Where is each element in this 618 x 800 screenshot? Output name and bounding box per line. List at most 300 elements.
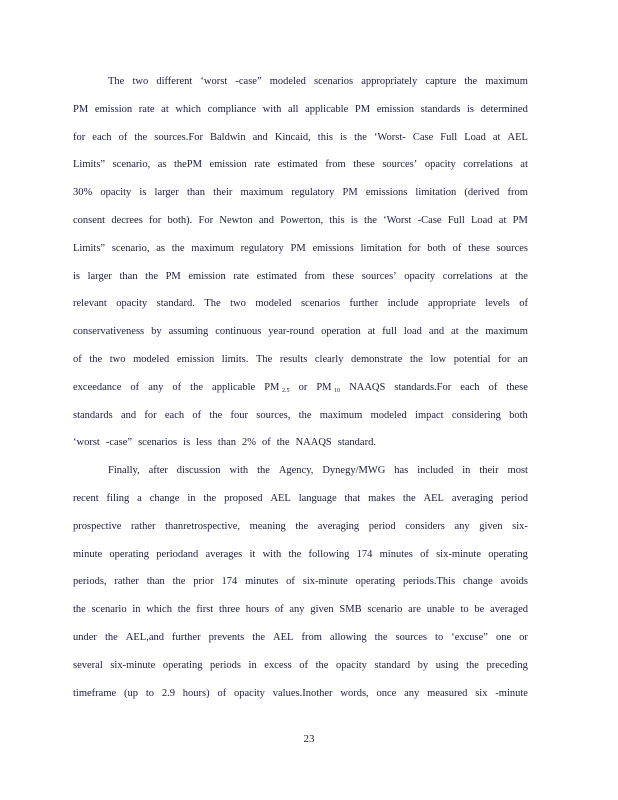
word: their xyxy=(213,187,233,199)
word: the xyxy=(288,548,302,560)
word: once xyxy=(376,687,397,699)
word: given xyxy=(310,604,334,616)
word: maximum xyxy=(485,326,528,338)
word: averaging xyxy=(451,492,494,504)
word: NAAQS xyxy=(349,381,386,393)
word: than xyxy=(119,270,138,282)
word: are xyxy=(408,604,421,616)
word: operating xyxy=(488,548,528,560)
word: AEL xyxy=(270,492,291,504)
word: Finally, xyxy=(108,465,140,477)
word: periods.This xyxy=(402,576,456,588)
word: the xyxy=(177,604,191,616)
word: any xyxy=(148,381,164,393)
word: change xyxy=(149,492,180,504)
word: For xyxy=(198,214,214,226)
word: The xyxy=(108,76,125,87)
word: and xyxy=(120,409,137,421)
word: maximum xyxy=(319,409,363,421)
word: of xyxy=(420,548,429,560)
word: or xyxy=(519,631,528,643)
word: larger xyxy=(87,270,112,282)
word: averages xyxy=(205,548,243,560)
text-line xyxy=(73,96,528,124)
word: after xyxy=(148,465,168,477)
word: compliance xyxy=(207,103,257,115)
word: ‘worst xyxy=(73,437,100,449)
word: PM $_{10}$ xyxy=(316,381,341,394)
word: the xyxy=(364,214,377,226)
word: different xyxy=(156,76,193,87)
text-line xyxy=(73,68,528,96)
word: maximum xyxy=(191,242,234,254)
word: maximum xyxy=(240,187,284,199)
word: rate xyxy=(138,103,155,115)
word: rate xyxy=(254,159,271,171)
text-line xyxy=(73,485,528,513)
word: opacity xyxy=(234,687,265,699)
word: estimated xyxy=(277,159,318,171)
word: relevant xyxy=(73,298,107,310)
word: minutes xyxy=(379,548,413,560)
word: the xyxy=(298,409,312,421)
word: this xyxy=(329,214,345,226)
word: one xyxy=(495,631,512,643)
word: the xyxy=(134,131,148,143)
word: these xyxy=(506,381,528,393)
word: The xyxy=(255,353,273,365)
word: the xyxy=(89,353,103,365)
word: all xyxy=(287,103,299,115)
word: allowing xyxy=(329,631,367,643)
word: emissions xyxy=(312,242,354,254)
word: as xyxy=(156,242,165,254)
word: 174 xyxy=(356,548,373,560)
word: of xyxy=(192,409,202,421)
word: sources’ xyxy=(361,270,397,282)
text-line xyxy=(73,151,528,179)
word: which xyxy=(175,103,202,115)
word: operating xyxy=(109,548,150,560)
word: of xyxy=(217,687,227,699)
word: and xyxy=(258,214,275,226)
text-line xyxy=(73,290,528,318)
word: standard. xyxy=(156,298,195,310)
word: the xyxy=(409,353,423,365)
word: from xyxy=(304,270,325,282)
word: correlations xyxy=(442,270,493,282)
word: applicable xyxy=(305,103,349,115)
word: operation xyxy=(321,326,361,338)
word: continuous xyxy=(215,326,262,338)
word: values.Inother xyxy=(272,687,333,699)
word: both xyxy=(509,409,528,421)
word: conservativeness xyxy=(73,326,145,338)
word: to xyxy=(435,631,444,643)
word: PM xyxy=(290,242,306,254)
word: include xyxy=(387,298,419,310)
word: sources, xyxy=(256,409,291,421)
word: scenario xyxy=(91,604,127,616)
word: AEL xyxy=(423,492,444,504)
word: Load xyxy=(470,214,493,226)
word: words, xyxy=(340,687,369,699)
word: regulatory xyxy=(291,187,335,199)
word: averaging xyxy=(317,520,360,532)
word: prior xyxy=(193,576,214,588)
word: Load xyxy=(464,131,486,143)
word: the xyxy=(295,520,309,532)
word: period xyxy=(501,492,528,504)
word: 174 xyxy=(221,576,238,588)
word: to xyxy=(460,604,469,616)
word: correlations xyxy=(463,159,513,171)
text-line xyxy=(73,235,528,263)
word: 2.9 xyxy=(161,687,175,699)
word: as xyxy=(157,159,167,171)
word: unable xyxy=(426,604,455,616)
word: opacity xyxy=(116,298,148,310)
word: periods, xyxy=(73,576,107,588)
word: PM xyxy=(512,214,528,226)
text-line xyxy=(73,624,528,652)
word: The xyxy=(204,298,221,310)
word: two xyxy=(132,76,149,87)
word: the xyxy=(171,242,185,254)
word: six-minute xyxy=(436,548,481,560)
word: first xyxy=(196,604,214,616)
word: six xyxy=(475,687,488,699)
word: is xyxy=(350,214,358,226)
word: levels xyxy=(485,298,510,310)
word: the xyxy=(276,437,290,449)
word: these xyxy=(468,242,490,254)
word: low xyxy=(430,353,447,365)
word: 2% xyxy=(242,437,256,449)
word: emission xyxy=(176,353,215,365)
word: minutes xyxy=(245,576,279,588)
word: Kincaid, xyxy=(274,131,311,143)
word: by xyxy=(417,659,429,671)
word: appropriately xyxy=(361,76,418,87)
word: opacity xyxy=(100,187,132,199)
word: period xyxy=(368,520,396,532)
word: following xyxy=(308,548,350,560)
word: the xyxy=(354,131,367,143)
body-text xyxy=(73,68,528,707)
word: ‘Worst xyxy=(383,214,412,226)
word: the xyxy=(374,631,388,643)
word: the xyxy=(209,409,223,421)
word: 30% xyxy=(73,187,93,199)
word: scenarios xyxy=(314,76,354,87)
word: emission xyxy=(94,103,133,115)
word: this xyxy=(317,131,333,143)
word: thanretrospective, xyxy=(165,520,241,532)
word: the xyxy=(515,270,528,282)
word: filing xyxy=(106,492,130,504)
word: the xyxy=(73,604,86,616)
word: to xyxy=(145,687,154,699)
word: rate xyxy=(233,270,250,282)
text-line xyxy=(73,346,528,374)
word: emission xyxy=(376,103,415,115)
word: timeframe xyxy=(73,687,117,699)
word: clearly xyxy=(314,353,344,365)
word: AEL xyxy=(273,631,294,643)
word: the xyxy=(466,659,479,671)
word: opacity xyxy=(404,270,436,282)
word: applicable xyxy=(212,381,256,393)
text-line xyxy=(73,652,528,680)
word: limits. xyxy=(221,353,249,365)
word: standards xyxy=(73,409,113,421)
word: PM xyxy=(342,187,358,199)
word: under xyxy=(73,631,97,643)
word: be xyxy=(474,604,485,616)
word: limitation xyxy=(360,242,402,254)
word: each xyxy=(164,409,185,421)
word: modeled xyxy=(255,298,292,310)
word: four xyxy=(230,409,248,421)
text-line xyxy=(73,318,528,346)
word: sources’ xyxy=(382,159,418,171)
word: larger xyxy=(154,187,179,199)
word: regulatory xyxy=(240,242,284,254)
word: results xyxy=(279,353,308,365)
word: excess xyxy=(264,659,292,671)
word: -minute xyxy=(495,687,528,699)
word: of xyxy=(262,437,271,449)
word: the xyxy=(203,492,217,504)
word: an xyxy=(517,353,528,365)
word: at xyxy=(520,159,528,171)
word: scenario, xyxy=(112,159,151,171)
word: modeled xyxy=(370,409,407,421)
text-line xyxy=(73,124,528,152)
word: that xyxy=(344,492,361,504)
word: (up xyxy=(123,687,138,699)
word: of xyxy=(73,353,82,365)
word: operating xyxy=(162,659,203,671)
word: these xyxy=(353,159,375,171)
text-line xyxy=(73,402,528,430)
word: discussion xyxy=(176,465,221,477)
word: Dynegy/MWG xyxy=(322,465,386,477)
word: -case” xyxy=(235,76,262,87)
word: than xyxy=(186,187,206,199)
word: potential xyxy=(453,353,491,365)
word: given xyxy=(479,520,503,532)
subscript: 2.5 xyxy=(282,387,290,394)
word: of xyxy=(488,381,498,393)
word: the xyxy=(104,631,118,643)
word: periodand xyxy=(156,548,199,560)
word: full xyxy=(382,326,397,338)
text-line xyxy=(73,513,528,541)
word: for xyxy=(144,409,157,421)
word: further xyxy=(172,631,201,643)
word: -Case xyxy=(417,214,442,226)
word: sources.For xyxy=(154,131,203,143)
word: consent xyxy=(73,214,106,226)
word: AEL,and xyxy=(125,631,164,643)
word: both xyxy=(427,242,446,254)
word: Full xyxy=(447,214,465,226)
word: the xyxy=(315,659,329,671)
word: capture xyxy=(425,76,457,87)
word: two xyxy=(230,298,246,310)
word: standards xyxy=(420,103,461,115)
text-line xyxy=(73,429,528,457)
word: Limits” xyxy=(73,159,106,171)
word: of xyxy=(274,604,284,616)
word: for xyxy=(73,131,86,143)
word: ‘worst xyxy=(200,76,228,87)
word: or xyxy=(298,381,308,393)
word: ‘excuse” xyxy=(451,631,488,643)
word: standard xyxy=(374,659,411,671)
word: in xyxy=(248,659,257,671)
word: at xyxy=(161,103,169,115)
word: at xyxy=(498,214,507,226)
word: the xyxy=(402,492,416,504)
word: appropriate xyxy=(427,298,476,310)
word: from xyxy=(507,187,528,199)
word: PM xyxy=(354,103,371,115)
word: (derived xyxy=(464,187,500,199)
text-line xyxy=(73,680,528,708)
text-line xyxy=(73,568,528,596)
word: limitation xyxy=(415,187,457,199)
word: Full xyxy=(440,131,458,143)
word: any xyxy=(404,687,420,699)
word: both). xyxy=(167,214,193,226)
word: Powerton, xyxy=(280,214,324,226)
word: than xyxy=(217,437,236,449)
word: rather xyxy=(131,520,156,532)
text-line xyxy=(73,207,528,235)
word: measured xyxy=(427,687,468,699)
word: estimated xyxy=(256,270,297,282)
word: in xyxy=(132,604,141,616)
text-line xyxy=(73,457,528,485)
word: prospective xyxy=(73,520,122,532)
word: the xyxy=(172,576,186,588)
word: the xyxy=(257,465,270,477)
word: hours xyxy=(245,604,270,616)
word: proposed xyxy=(224,492,263,504)
word: in xyxy=(462,465,471,477)
word: exceedance xyxy=(73,381,122,393)
paragraph xyxy=(73,457,528,707)
word: impact xyxy=(415,409,444,421)
word: for xyxy=(149,214,162,226)
word: it xyxy=(249,548,256,560)
word: using xyxy=(435,659,459,671)
word: of xyxy=(286,576,295,588)
word: of xyxy=(452,242,462,254)
word: with xyxy=(262,103,282,115)
paragraph xyxy=(73,68,528,457)
word: language xyxy=(298,492,337,504)
word: meaning xyxy=(249,520,286,532)
word: at xyxy=(451,326,459,338)
word: PM xyxy=(165,270,181,282)
word: and xyxy=(252,131,268,143)
word: of xyxy=(118,131,128,143)
word: and xyxy=(428,326,445,338)
word: any xyxy=(454,520,470,532)
word: recent xyxy=(73,492,99,504)
text-line xyxy=(73,541,528,569)
text-line xyxy=(73,596,528,624)
word: of xyxy=(519,298,528,310)
word: six-minute xyxy=(110,659,156,671)
word: these xyxy=(332,270,355,282)
word: for xyxy=(498,353,511,365)
word: less xyxy=(196,437,212,449)
word: determined xyxy=(480,103,528,115)
word: modeled xyxy=(133,353,170,365)
word: opacity xyxy=(424,159,456,171)
text-line xyxy=(73,374,528,402)
word: with xyxy=(262,548,282,560)
word: sources xyxy=(395,631,428,643)
word: of xyxy=(130,381,140,393)
word: any xyxy=(289,604,305,616)
word: change xyxy=(463,576,493,588)
word: load xyxy=(403,326,422,338)
word: maximum xyxy=(485,76,528,87)
word: at xyxy=(492,131,501,143)
word: scenarios xyxy=(138,437,178,449)
page-number: 23 xyxy=(303,733,315,745)
word: preceding xyxy=(486,659,528,671)
text-line xyxy=(73,179,528,207)
word: PM xyxy=(73,103,89,115)
word: from xyxy=(325,159,346,171)
word: sources xyxy=(496,242,528,254)
word: NAAQS xyxy=(295,437,332,449)
word: three xyxy=(219,604,240,616)
word: by xyxy=(151,326,162,338)
word: makes xyxy=(368,492,395,504)
word: decrees xyxy=(111,214,143,226)
word: from xyxy=(301,631,322,643)
word: is xyxy=(340,131,348,143)
word: Limits” xyxy=(73,242,106,254)
word: two xyxy=(109,353,126,365)
word: avoids xyxy=(500,576,528,588)
word: rather xyxy=(114,576,139,588)
word: than xyxy=(146,576,165,588)
word: most xyxy=(507,465,528,477)
word: which xyxy=(146,604,172,616)
word: is xyxy=(73,270,81,282)
word: further xyxy=(349,298,379,310)
word: at xyxy=(499,270,508,282)
word: six- xyxy=(512,520,528,532)
word: several xyxy=(73,659,103,671)
word: the xyxy=(464,76,478,87)
word: operating xyxy=(355,576,396,588)
word: standards.For xyxy=(394,381,452,393)
text-line xyxy=(73,263,528,291)
word: opacity xyxy=(336,659,367,671)
word: PM $_{2.5}$ xyxy=(264,381,290,394)
word: ‘Worst- xyxy=(373,131,406,143)
